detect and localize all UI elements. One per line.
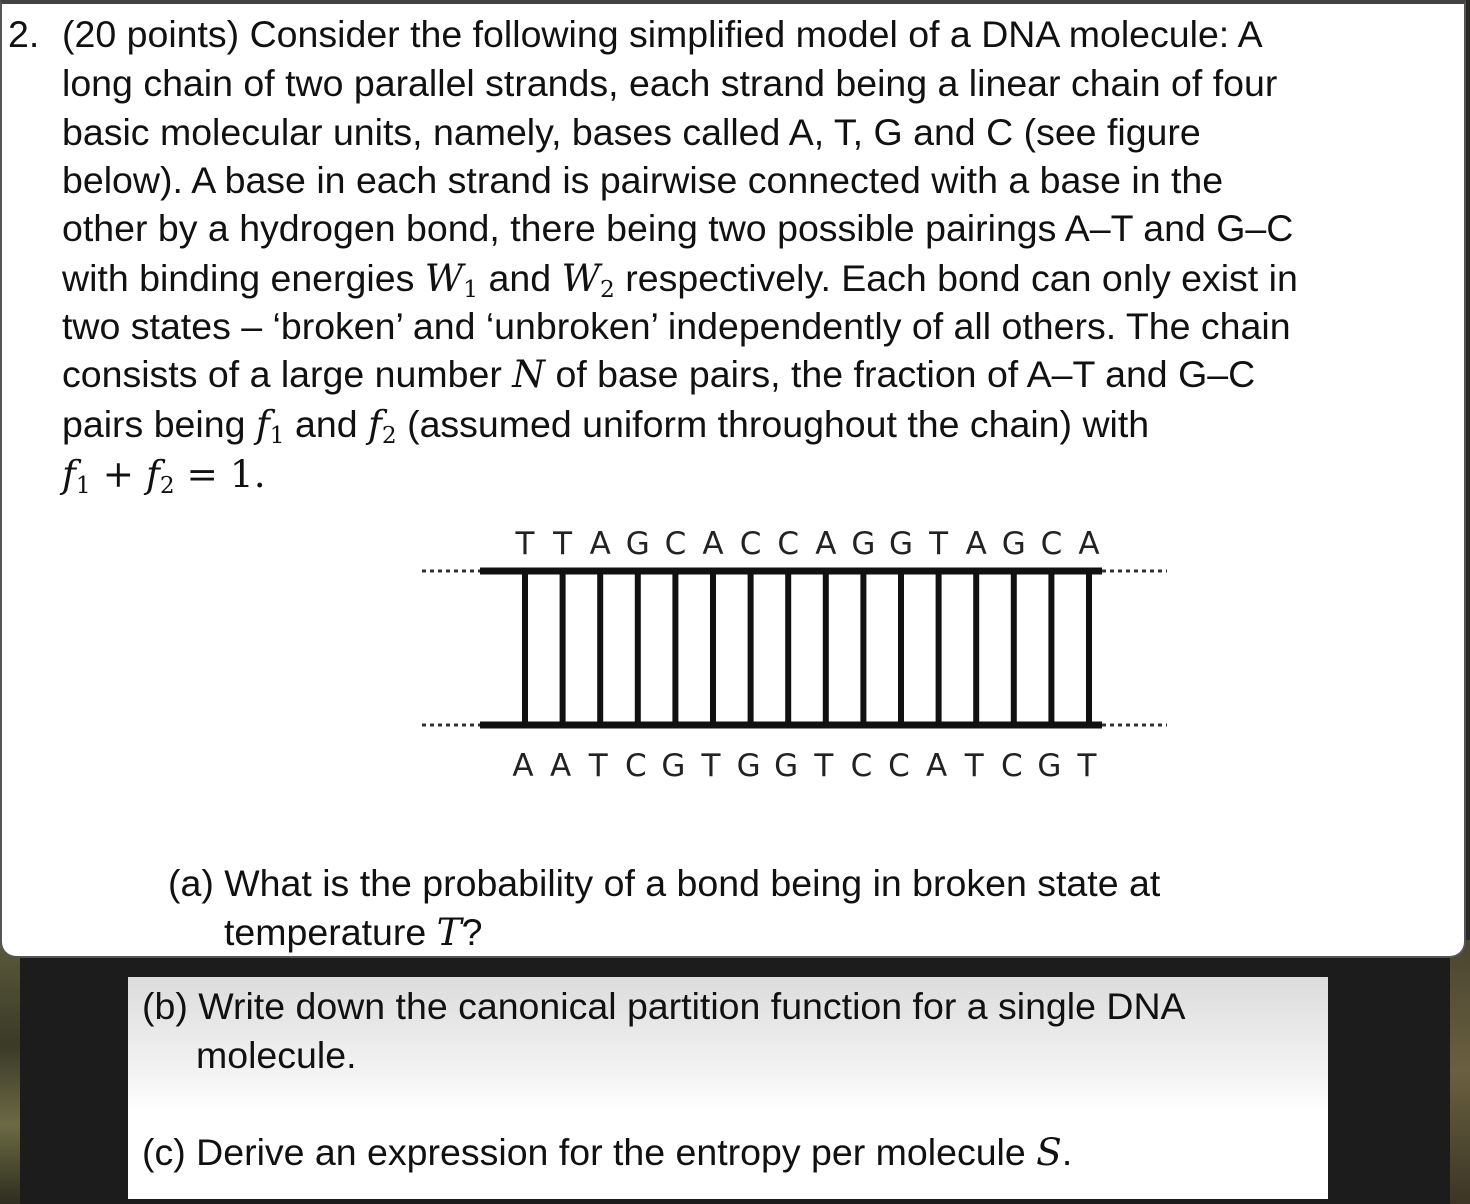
top-base-letter: G xyxy=(1001,526,1026,562)
top-base-letter: A xyxy=(965,526,987,562)
bottom-base-letter: A xyxy=(549,748,572,784)
top-base-letter: A xyxy=(702,526,724,562)
part-a-line-1: (a) What is the probability of a bond being in broken state at xyxy=(168,862,1161,904)
bottom-base-letter: A xyxy=(925,748,948,784)
top-base-letter: C xyxy=(1040,526,1063,562)
bottom-base-letter: T xyxy=(814,748,834,784)
top-base-letter: G xyxy=(851,526,876,562)
bottom-base-letter: A xyxy=(512,748,534,784)
part-b-line-1: (b) Write down the canonical partition function for a single DNA xyxy=(142,985,1186,1027)
top-base-letter: A xyxy=(815,526,837,562)
top-base-letter: T xyxy=(929,526,949,562)
question-line-6: with binding energies $W_1$ and $W_2$ respectively. Each bond can only exist in xyxy=(62,256,1298,303)
bottom-base-letter: T xyxy=(1077,748,1097,784)
top-base-letter: C xyxy=(664,526,687,562)
question-line-2: long chain of two parallel strands, each strand being a linear chain of four xyxy=(62,62,1278,104)
top-base-letter: T xyxy=(553,526,573,562)
top-base-letter: A xyxy=(589,526,611,562)
bottom-base-letter: G xyxy=(774,748,799,784)
hydrogen-bonds xyxy=(525,571,1089,725)
question-line-3: basic molecular units, namely, bases called A, T, G and C (see figure xyxy=(62,111,1201,153)
bottom-base-letter: C xyxy=(624,748,647,784)
bottom-base-letter: G xyxy=(661,748,686,784)
bottom-base-letter: T xyxy=(588,748,608,784)
part-c: (c) Derive an expression for the entropy per molecule S. xyxy=(142,1130,1073,1174)
bottom-strand-letters xyxy=(512,748,1097,784)
top-base-letter: G xyxy=(625,526,650,562)
question-line-9: pairs being $f_1$ and $f_2$ (assumed uniform throughout the chain) with xyxy=(62,402,1150,449)
question-line-8: consists of a large number N of base pairs, the fraction of A–T and G–C xyxy=(62,352,1256,396)
top-base-letter: C xyxy=(739,526,762,562)
dna-figure xyxy=(2,4,1468,824)
parts-bc-box xyxy=(128,977,1328,1199)
part-a-line-2: temperature T? xyxy=(224,909,483,954)
bottom-base-letter: C xyxy=(888,748,910,784)
bottom-base-letter: G xyxy=(736,748,761,784)
top-strand-letters xyxy=(515,526,1100,562)
question-number: 2. xyxy=(8,13,40,55)
part-a xyxy=(168,859,1160,957)
top-base-letter: A xyxy=(1078,526,1100,562)
question-line-7: two states – ‘broken’ and ‘unbroken’ independently of all others. The chain xyxy=(62,305,1291,347)
top-base-letter: G xyxy=(888,526,914,562)
bottom-base-letter: C xyxy=(850,748,873,784)
part-b-line-2: molecule. xyxy=(196,1034,357,1076)
bottom-base-letter: G xyxy=(1037,748,1062,784)
bottom-base-letter: T xyxy=(701,748,721,784)
bottom-base-letter: T xyxy=(964,748,984,784)
question-line-4: below). A base in each strand is pairwise connected with a base in the xyxy=(62,159,1224,201)
question-line-5: other by a hydrogen bond, there being two possible pairings A–T and G–C xyxy=(62,207,1294,249)
top-base-letter: C xyxy=(777,526,800,562)
bottom-base-letter: C xyxy=(1000,748,1023,784)
question-line-1: (20 points) Consider the following simplified model of a DNA molecule: A xyxy=(62,13,1263,55)
question-line-10: $f_1 + f_2 = 1$. xyxy=(62,452,266,499)
top-base-letter: T xyxy=(515,526,535,562)
